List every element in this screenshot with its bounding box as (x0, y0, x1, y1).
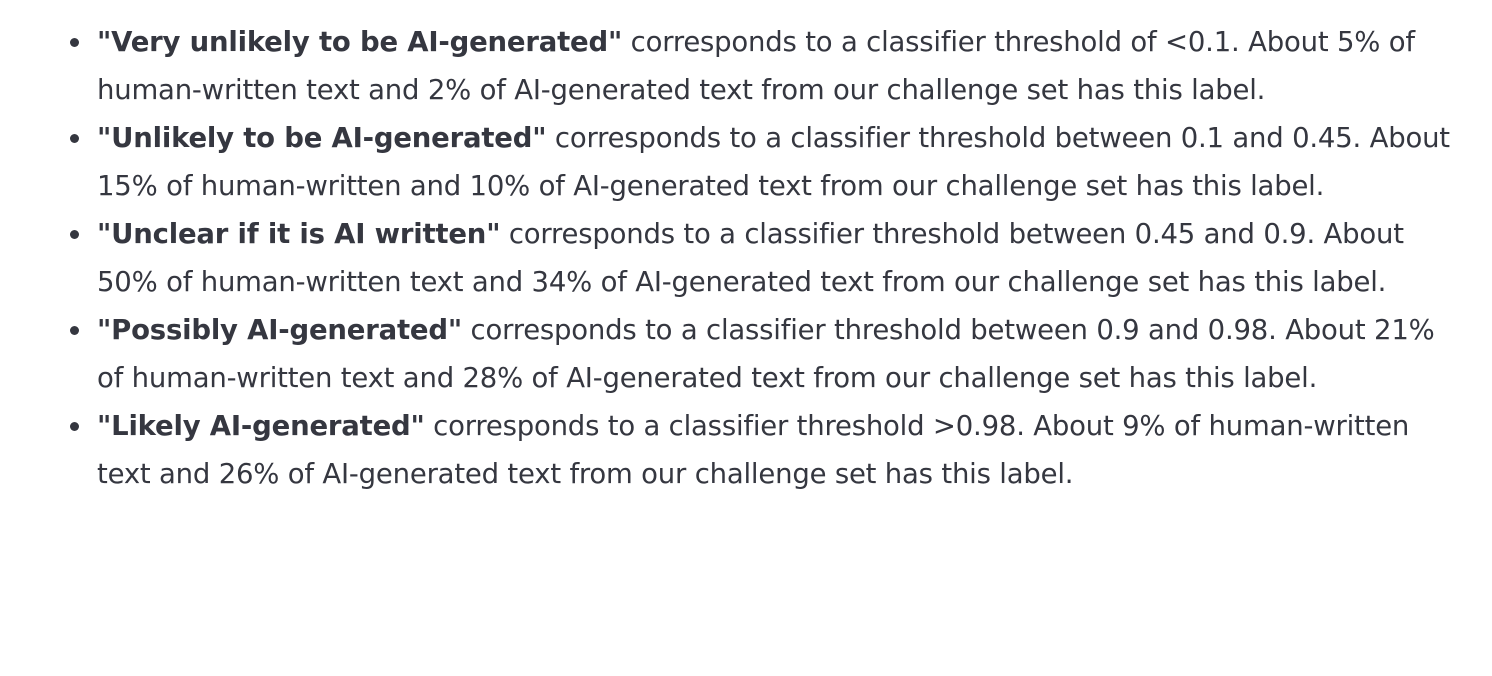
bullet-icon (70, 422, 79, 431)
list-item-likely (0, 402, 1492, 498)
list-item-very-unlikely (0, 18, 1492, 114)
label-term: "Unclear if it is AI written" (97, 218, 501, 250)
label-term: "Very unlikely to be AI-generated" (97, 26, 623, 58)
label-description: corresponds to a classifier threshold between 0.1 and 0.45. About 15% of human-written and 10% of AI-generated text from our challenge set has this label. (97, 122, 1450, 202)
list-item-unclear (0, 210, 1492, 306)
list-item-possibly (0, 306, 1492, 402)
label-description: corresponds to a classifier threshold between 0.9 and 0.98. About 21% of human-written text and 28% of AI-generated text from our challenge set has this label. (97, 314, 1435, 394)
label-term: "Unlikely to be AI-generated" (97, 122, 547, 154)
label-description: corresponds to a classifier threshold of <0.1. About 5% of human-written text and 2% of AI-generated text from our challenge set has this label. (97, 26, 1415, 106)
bullet-icon (70, 38, 79, 47)
label-term: "Possibly AI-generated" (97, 314, 462, 346)
label-description: corresponds to a classifier threshold >0.98. About 9% of human-written text and 26% of AI-generated text from our challenge set has this label. (97, 410, 1410, 490)
bullet-icon (70, 134, 79, 143)
list-item-unlikely (0, 114, 1492, 210)
label-term: "Likely AI-generated" (97, 410, 425, 442)
label-description: corresponds to a classifier threshold between 0.45 and 0.9. About 50% of human-written text and 34% of AI-generated text from our challenge set has this label. (97, 218, 1404, 298)
classifier-label-list (0, 18, 1492, 498)
classifier-label-section (0, 18, 1492, 498)
bullet-icon (70, 326, 79, 335)
bullet-icon (70, 230, 79, 239)
